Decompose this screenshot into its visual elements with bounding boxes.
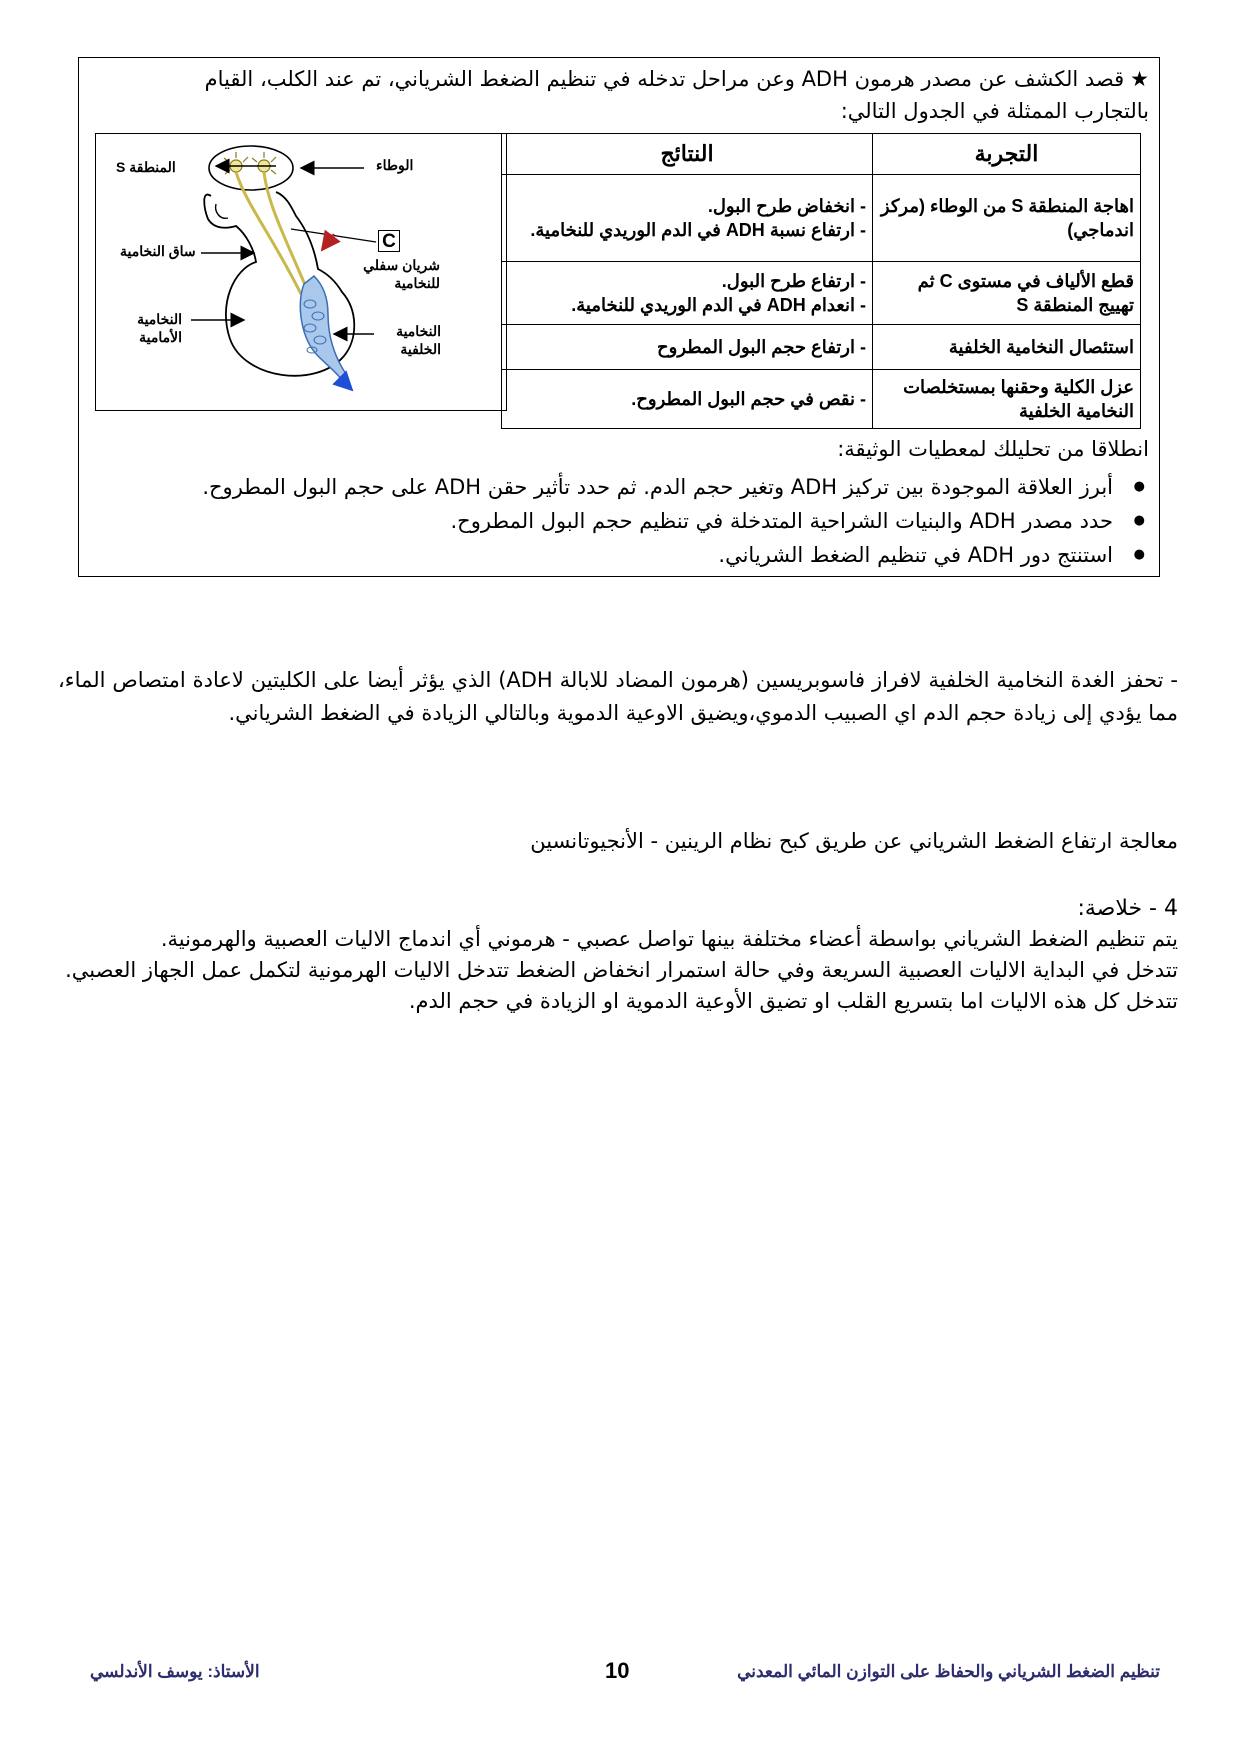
- result-line: - نقص في حجم البول المطروح.: [631, 389, 866, 409]
- summary-body: [58, 924, 1178, 1017]
- results-cell: [502, 370, 873, 429]
- results-cell: [502, 175, 873, 262]
- neuron-icon: [224, 152, 276, 174]
- result-line: - انعدام ADH في الدم الوريدي للنخامية.: [571, 295, 866, 315]
- list-item: ● أبرز العلاقة الموجودة بين تركيز ADH وتغير حجم الدم. ثم حدد تأثير حقن ADH على حجم البول المطروح.: [89, 470, 1149, 504]
- summary-paragraph: تتدخل في البداية الاليات العصبية السريعة وفي حالة استمرار انخفاض الضغط تتدخل الاليات الهرمونية لتكمل عمل الجهاز العصبي.: [65, 958, 1178, 982]
- result-line: - ارتفاع طرح البول.: [721, 271, 866, 291]
- result-line: - ارتفاع حجم البول المطروح: [657, 337, 866, 357]
- task-list: [89, 470, 1149, 572]
- list-item: ● حدد مصدر ADH والبنيات الشراحية المتدخلة في تنظيم حجم البول المطروح.: [89, 504, 1149, 538]
- page-number: 10: [605, 1658, 630, 1683]
- table-row: [502, 262, 1141, 325]
- label-cut-level-c: C: [378, 230, 400, 252]
- pituitary-diagram: [95, 133, 507, 411]
- label-hypothalamus: الوطاء: [376, 157, 414, 173]
- table-row: [502, 325, 1141, 370]
- summary-paragraph: يتم تنظيم الضغط الشرياني بواسطة أعضاء مختلفة بينها تواصل عصبي - هرموني أي اندماج الاليات العصبية والهرمونية.: [160, 927, 1178, 951]
- experiment-cell: عزل الكلية وحقنها بمستخلصات النخامية الخلفية: [873, 370, 1141, 429]
- region-s-outline: [209, 146, 293, 190]
- intro-line-2: بالتجارب الممثلة في الجدول التالي:: [840, 99, 1149, 123]
- adh-paragraph: - تحفز الغدة النخامية الخلفية لافراز فاسوبريسين (هرمون المضاد للابالة ADH) الذي يؤثر أيضا على الكليتين لاعادة امتصاص الماء، مما يؤدي إلى زيادة حجم الدم اي الصبيب الدموي،ويضيق الاوعية الدموية وبالتالي الزيادة في الضغط الشرياني.: [58, 668, 1178, 725]
- table-row: [502, 175, 1141, 262]
- tasks-intro: انطلاقا من تحليلك لمعطيات الوثيقة:: [837, 437, 1149, 461]
- header-experiment: التجربة: [873, 134, 1141, 175]
- header-results: النتائج: [502, 134, 873, 175]
- page-footer: [80, 1658, 1160, 1692]
- result-line: - انخفاض طرح البول.: [707, 196, 866, 216]
- footer-author: الأستاذ: يوسف الأندلسي: [90, 1662, 260, 1681]
- label-posterior-pituitary: النخامية الخلفية: [396, 323, 441, 357]
- summary-paragraph: تتدخل كل هذه الاليات اما بتسريع القلب او تضيق الأوعية الدموية او الزيادة في حجم الدم.: [408, 989, 1178, 1013]
- experiment-cell: اهاجة المنطقة S من الوطاء (مركز اندماجي): [873, 175, 1141, 262]
- exercise-frame: [78, 57, 1160, 577]
- table-row: [502, 370, 1141, 429]
- experiment-cell: قطع الألياف في مستوى C ثم تهييج المنطقة S: [873, 262, 1141, 325]
- label-region-s: المنطقة S: [116, 159, 176, 175]
- results-cell: [502, 262, 873, 325]
- star-icon: ★: [1130, 67, 1149, 91]
- results-cell: [502, 325, 873, 370]
- intro-line-1: قصد الكشف عن مصدر هرمون ADH وعن مراحل تدخله في تنظيم الضغط الشرياني، تم عند الكلب، القيام: [204, 67, 1125, 91]
- experiment-cell: استئصال النخامية الخلفية: [873, 325, 1141, 370]
- venous-outflow-arrow: [342, 380, 352, 390]
- label-anterior-pituitary: النخامية الأمامية: [137, 311, 182, 345]
- arterial-inflow-arrow: [322, 234, 334, 250]
- result-line: - ارتفاع نسبة ADH في الدم الوريدي للنخامية.: [530, 220, 866, 240]
- intro-text: [99, 63, 1149, 127]
- treatment-paragraph: معالجة ارتفاع الضغط الشرياني عن طريق كبح نظام الرينين - الأنجيوتانسين: [530, 829, 1178, 853]
- summary-title: 4 - خلاصة:: [1077, 896, 1178, 921]
- label-inferior-artery: شريان سفلي للنخامية: [363, 257, 440, 291]
- list-item: ● استنتج دور ADH في تنظيم الضغط الشرياني.: [89, 538, 1149, 572]
- footer-title: تنظيم الضغط الشرياني والحفاظ على التوازن المائي المعدني: [737, 1662, 1160, 1681]
- capillary-network: [300, 276, 346, 379]
- label-pituitary-stalk: ساق النخامية: [120, 243, 196, 259]
- experiments-table: [501, 133, 1141, 429]
